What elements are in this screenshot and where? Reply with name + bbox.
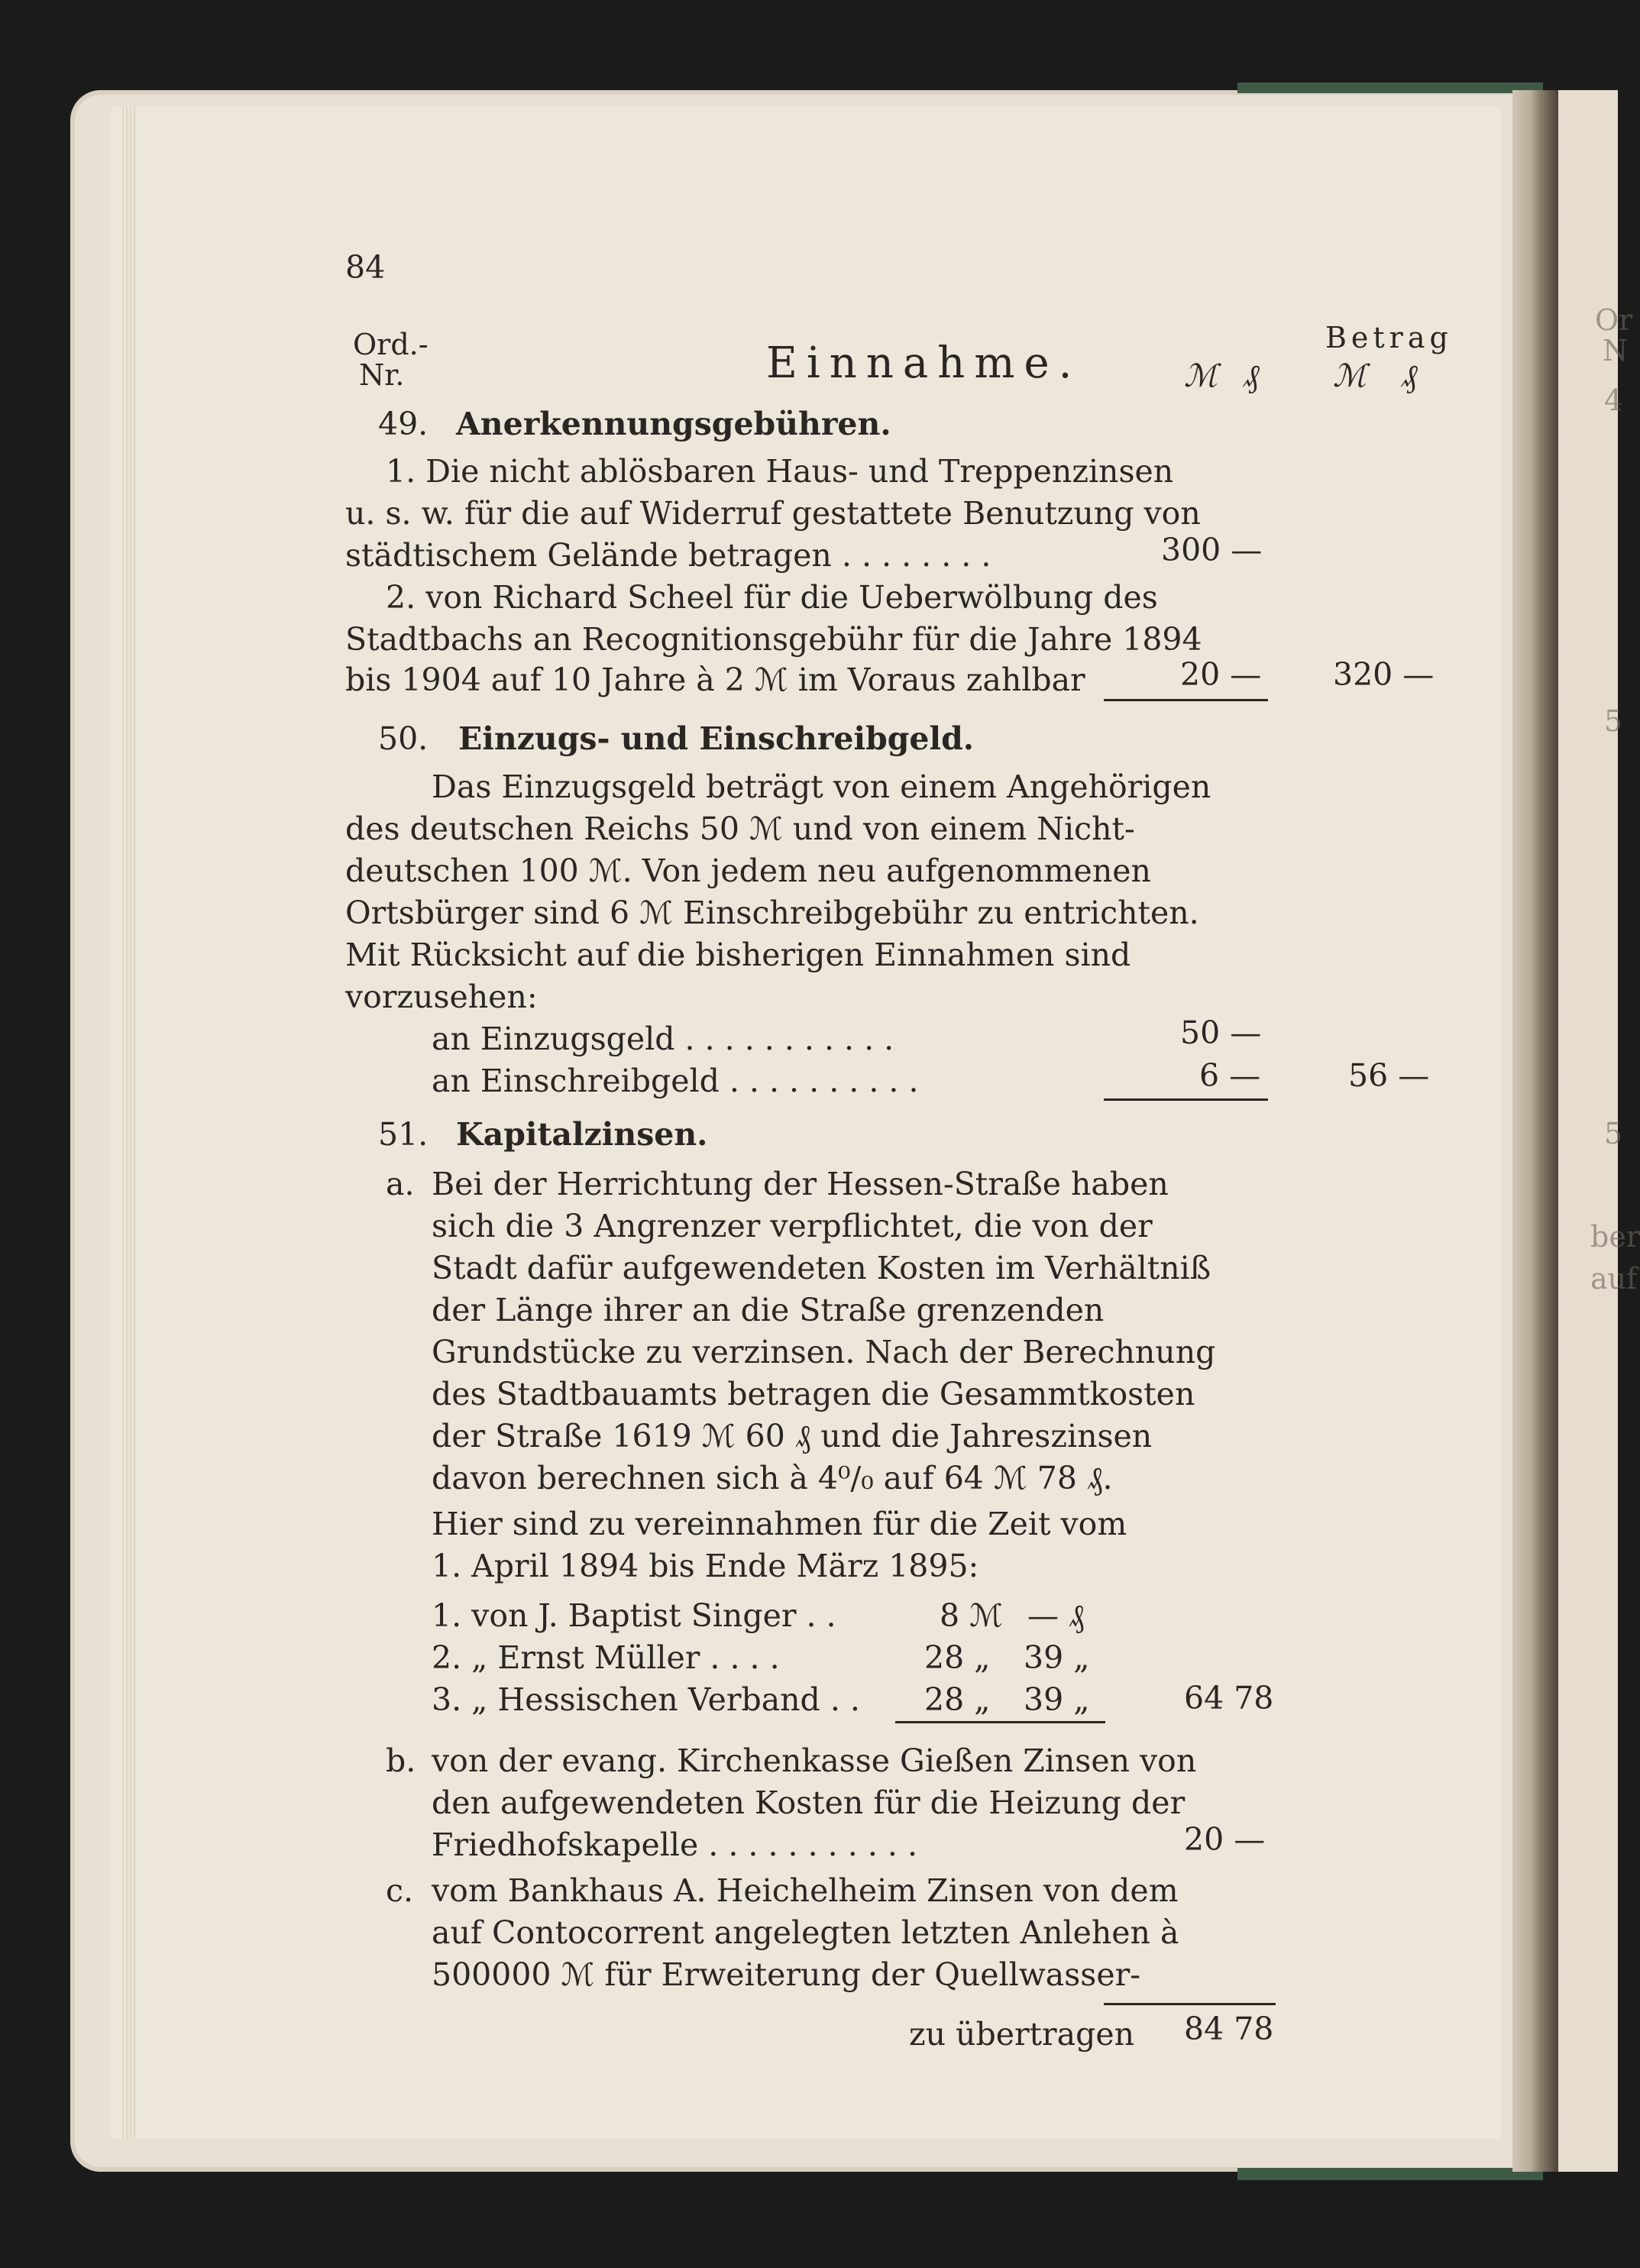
text-line: städtischem Gelände betragen . . . . . . . .: [345, 537, 991, 574]
text-line: Hier sind zu vereinnahmen für die Zeit vom: [432, 1506, 1127, 1542]
next-page-fragment: N: [1603, 334, 1629, 367]
next-page-fragment: Or: [1595, 303, 1633, 337]
section-number: 51.: [378, 1116, 429, 1153]
list-item-mark: 28 „: [924, 1639, 991, 1676]
ord-nr-label: Nr.: [359, 358, 405, 392]
pfennig-column-header: ₰: [1244, 358, 1260, 394]
next-page-fragment: 5: [1604, 704, 1623, 738]
text-line: Stadt dafür aufgewendeten Kosten im Verhältniß: [432, 1250, 1211, 1286]
text-line: sich die 3 Angrenzer verpflichtet, die von der: [432, 1208, 1153, 1244]
amount: 64 78: [1184, 1680, 1274, 1716]
carry-forward-amount: 84 78: [1184, 2011, 1274, 2047]
text-line: 1. Die nicht ablösbaren Haus- und Treppenzinsen: [386, 453, 1174, 490]
page-title: Einnahme.: [766, 338, 1082, 388]
text-line: des deutschen Reichs 50 ℳ und von einem Nicht-: [345, 810, 1135, 847]
sum-rule: [1104, 1098, 1268, 1101]
text-line: Ortsbürger sind 6 ℳ Einschreibgebühr zu entrichten.: [345, 895, 1199, 931]
sum-rule: [1104, 699, 1268, 701]
text-line: auf Contocorrent angelegten letzten Anlehen à: [432, 1914, 1179, 1951]
carry-forward-label: zu übertragen: [909, 2016, 1134, 2053]
next-page-fragment: 4: [1604, 383, 1623, 417]
list-item-pfennig: 39 „: [1024, 1639, 1090, 1676]
pfennig-column-header: ₰: [1402, 358, 1418, 394]
section-total: 320 —: [1333, 656, 1435, 693]
page-edge-stack: [122, 107, 137, 2139]
item-label: b.: [386, 1742, 416, 1779]
amount: 6 —: [1199, 1057, 1261, 1094]
page-number: 84: [345, 249, 386, 286]
section-title: Anerkennungsgebühren.: [456, 406, 891, 442]
book-spine: [1512, 90, 1558, 2172]
text-line: Das Einzugsgeld beträgt von einem Angehörigen: [432, 768, 1211, 805]
text-line: den aufgewendeten Kosten für die Heizung der: [432, 1784, 1186, 1821]
text-line: 500000 ℳ für Erweiterung der Quellwasser-: [432, 1956, 1141, 1993]
list-item-mark: 28 „: [924, 1681, 991, 1718]
next-page-fragment: auf: [1590, 1262, 1638, 1296]
cover-edge-top: [1237, 83, 1543, 93]
sum-rule: [895, 1721, 1105, 1723]
text-line: Stadtbachs an Recognitionsgebühr für die Jahre 1894: [345, 621, 1202, 658]
text-line: bis 1904 auf 10 Jahre à 2 ℳ im Voraus zahlbar: [345, 662, 1085, 698]
section-number: 50.: [378, 720, 429, 757]
ord-nr-label: Ord.-: [353, 328, 429, 361]
section-title: Einzugs- und Einschreibgeld.: [458, 720, 975, 757]
next-page-fragment: 5: [1604, 1117, 1623, 1150]
amount: 20 —: [1180, 656, 1262, 693]
list-item-pfennig: 39 „: [1024, 1681, 1090, 1718]
list-item: 3. „ Hessischen Verband . .: [432, 1681, 860, 1718]
amount: 300 —: [1161, 532, 1263, 568]
list-item-mark: 8 ℳ: [940, 1597, 1003, 1634]
item-label: a.: [386, 1166, 415, 1202]
text-line: Mit Rücksicht auf die bisherigen Einnahmen sind: [345, 937, 1131, 973]
list-item-pfennig: — ₰: [1027, 1597, 1085, 1634]
text-line: an Einzugsgeld . . . . . . . . . . .: [432, 1021, 894, 1057]
text-line: der Straße 1619 ℳ 60 ₰ und die Jahreszinsen: [432, 1418, 1153, 1454]
text-line: Grundstücke zu verzinsen. Nach der Berechnung: [432, 1334, 1216, 1370]
section-title: Kapitalzinsen.: [456, 1116, 708, 1153]
text-line: 1. April 1894 bis Ende März 1895:: [432, 1548, 979, 1584]
section-total: 56 —: [1348, 1057, 1430, 1094]
text-line: 2. von Richard Scheel für die Ueberwölbung des: [386, 579, 1158, 616]
mark-column-header: ℳ: [1333, 358, 1367, 394]
text-line: davon berechnen sich à 4⁰/₀ auf 64 ℳ 78 ₰.: [432, 1460, 1113, 1496]
text-line: Bei der Herrichtung der Hessen-Straße haben: [432, 1166, 1169, 1202]
text-line: vom Bankhaus A. Heichelheim Zinsen von dem: [432, 1872, 1179, 1909]
list-item: 1. von J. Baptist Singer . .: [432, 1597, 836, 1634]
text-line: der Länge ihrer an die Straße grenzenden: [432, 1292, 1105, 1328]
betrag-header: Betrag: [1325, 321, 1453, 354]
cover-edge-bottom: [1237, 2168, 1543, 2180]
text-line: Friedhofskapelle . . . . . . . . . . .: [432, 1826, 917, 1863]
amount: 50 —: [1180, 1014, 1262, 1051]
section-number: 49.: [378, 406, 429, 442]
list-item: 2. „ Ernst Müller . . . .: [432, 1639, 780, 1676]
next-page-fragment: ber: [1590, 1220, 1640, 1254]
text-line: u. s. w. für die auf Widerruf gestattete Benutzung von: [345, 495, 1201, 532]
mark-column-header: ℳ: [1184, 358, 1218, 394]
text-line: deutschen 100 ℳ. Von jedem neu aufgenommenen: [345, 853, 1151, 889]
amount: 20 —: [1184, 1821, 1266, 1858]
sum-rule: [1104, 2003, 1276, 2005]
text-line: vorzusehen:: [345, 979, 538, 1015]
item-label: c.: [386, 1872, 413, 1909]
text-line: von der evang. Kirchenkasse Gießen Zinsen von: [432, 1742, 1197, 1779]
text-line: des Stadtbauamts betragen die Gesammtkosten: [432, 1376, 1195, 1412]
text-line: an Einschreibgeld . . . . . . . . . .: [432, 1063, 919, 1099]
